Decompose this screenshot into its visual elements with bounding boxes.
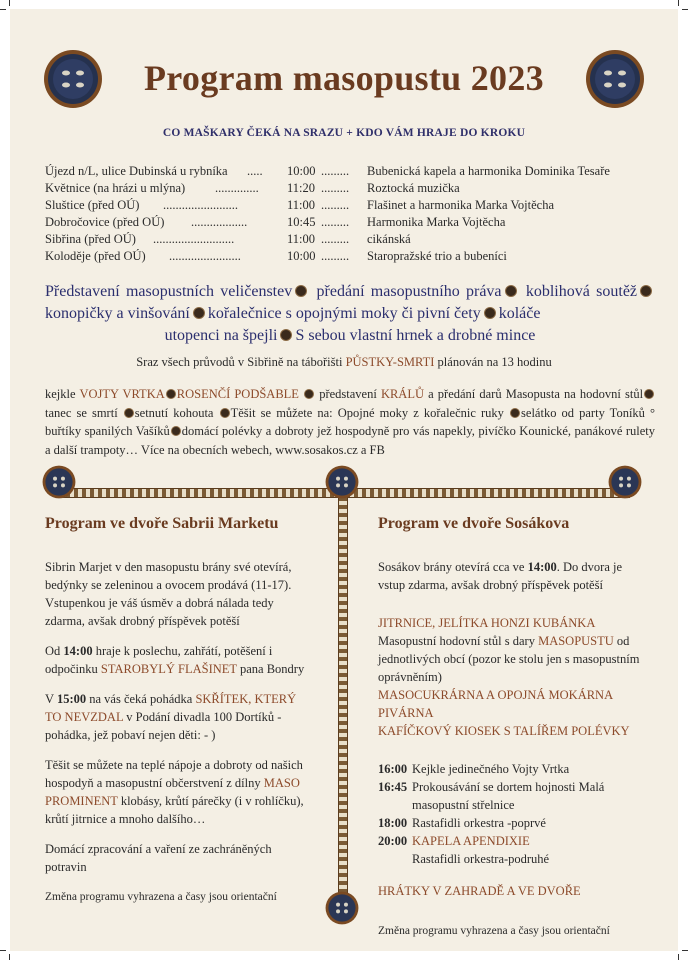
schedule-row: Újezd n/L, ulice Dubinská u rybníka ..... 10:00 ......... Bubenická kapela a harmonika Dominika Tesaře [45, 164, 610, 178]
crop-mark [682, 950, 688, 951]
extras-text: setnutí kohouta [134, 405, 214, 420]
button-bullet-icon [124, 408, 134, 418]
column-paragraph [45, 756, 307, 828]
intro-item: konopičky a vinšování [45, 305, 190, 322]
button-bullet-icon [166, 389, 176, 399]
timeline-item [378, 832, 640, 868]
highlight: STAROBYLÝ FLAŠINET [100, 662, 237, 676]
schedule-time: 10:45 [287, 215, 316, 229]
intro-item: utopenci na špejli [164, 327, 278, 344]
extras-highlight: KRÁLŮ [380, 387, 424, 401]
text: klobásy, krůtí párečky (i v rohlíčku), krůtí jitrnice a mnoho dalšího… [45, 794, 304, 826]
schedule-place: Sluštice (před OÚ) [45, 198, 140, 212]
column-paragraph: Sibrin Marjet v den masopustu brány své otevírá, bedýnky se zeleninou a ovocem prodává (11-17). Vstupenkou je váš úsměv a dobrá nálada tedy zdarma, avšak drobný příspěvek potěší [45, 560, 292, 628]
time: 15:00 [56, 692, 87, 706]
schedule-time: 11:20 [287, 181, 316, 195]
column-title: Program ve dvoře Sosákova [378, 515, 570, 532]
page-title: Program masopustu 2023 [144, 58, 544, 98]
timeline-item [378, 778, 640, 814]
schedule-act: Harmonika Marka Vojtěcha [367, 215, 506, 229]
meeting-place: PŮSTKY-SMRTI [345, 355, 435, 369]
button-bullet-icon [644, 389, 654, 399]
schedule-act: Flašinet a harmonika Marka Vojtěcha [367, 198, 554, 212]
text: Masopustní hodovní stůl s dary [378, 634, 535, 648]
schedule-place: Koloděje (před OÚ) [45, 249, 146, 263]
column-paragraph [45, 690, 307, 744]
crop-mark [682, 9, 688, 10]
text: . Do dvora je vstup zdarma, avšak drobný příspěvek potěší [378, 560, 623, 592]
column-paragraph: HRÁTKY V ZAHRADĚ A VE DVOŘE [378, 884, 581, 898]
timeline [378, 760, 640, 868]
extras-text: kejkle [45, 387, 76, 401]
extras-text: a předání darů Masopusta na hodovní stůl [428, 387, 644, 401]
intro-item: Představení masopustních veličenstev [45, 283, 293, 300]
intro-last-line [45, 325, 655, 347]
schedule-time: 11:00 [287, 232, 316, 246]
text: Sosákov brány otevírá cca ve [378, 560, 525, 574]
schedule-time: 10:00 [287, 164, 316, 178]
button-icon [608, 465, 642, 499]
button-bullet-icon [193, 307, 205, 319]
highlight: PIVÁRNA [378, 706, 434, 720]
highlight: MASOPUSTU [538, 634, 614, 648]
crop-mark [9, 954, 10, 960]
time: 16:45 [378, 780, 408, 794]
intro-paragraph [45, 281, 655, 347]
crop-mark [678, 0, 679, 6]
timeline-item [378, 814, 640, 832]
schedule-time: 10:00 [287, 249, 316, 263]
text: od jednotlivých obcí (pozor ke stolu jen s masopustním oprávněním) [378, 634, 640, 684]
intro-item: koláče [498, 305, 541, 322]
crop-mark [0, 950, 6, 951]
meeting-text: plánován na 13 hodinu [437, 355, 552, 369]
page-subtitle: CO MAŠKARY ČEKÁ NA SRAZU + KDO VÁM HRAJE DO KROKU [162, 127, 526, 139]
column-paragraph [378, 614, 640, 740]
intro-item: předání masopustního práva [316, 283, 502, 300]
button-bullet-icon [280, 329, 292, 341]
time: 18:00 [378, 816, 408, 830]
schedule-row: Sibřina (před OÚ) .......................... 11:00 ......... cikánská [45, 232, 411, 246]
time: 20:00 [378, 834, 408, 848]
schedule-row: Koloděje (před OÚ) ....................... 10:00 ......... Staropražské trio a bubeníci [45, 249, 507, 263]
column-paragraph [378, 558, 640, 594]
button-bullet-icon [171, 426, 181, 436]
extras-text: selátko od party Toníků ° buřtíky spanilých Vašíků [45, 405, 656, 438]
schedule-place: Dobročovice (před OÚ) [45, 215, 165, 229]
schedule-act: Staropražské trio a bubeníci [367, 249, 507, 263]
highlight: KAPELA APENDIXIE [412, 834, 530, 848]
highlight: JITRNICE, JELÍTKA HONZI KUBÁNKA [378, 616, 596, 630]
schedule-row: Květnice (na hrázi u mlýna) .............. 11:20 ......... Roztocká muzička [45, 181, 460, 195]
schedule-time: 11:00 [287, 198, 316, 212]
schedule-place: Újezd n/L, ulice Dubinská u rybníka [45, 164, 228, 178]
poster-sheet [10, 9, 678, 951]
text: hraje k poslechu, zahřátí, potěšení i odpočinku [45, 644, 273, 676]
text: Rastafidli orkestra -poprvé [412, 816, 546, 830]
extras-text: tanec se smrtí [45, 405, 118, 420]
rope-divider-vertical [338, 497, 348, 907]
time: 14:00 [527, 560, 557, 574]
schedule-list [45, 163, 655, 265]
crop-mark [678, 954, 679, 960]
sosakov-column [378, 514, 640, 951]
button-bullet-icon [640, 285, 652, 297]
column-footer: Změna programu vyhrazena a časy jsou orientační [45, 891, 277, 903]
text: v Podání divadla 100 Dortíků - pohádka, jež pobaví nejen děti: - ) [45, 710, 282, 742]
sabrii-market-column [45, 514, 307, 918]
text: Těšit se můžete na teplé nápoje a dobroty od našich hospodyň a masopustní občerstvení z dílny [45, 758, 303, 790]
column-title: Program ve dvoře Sabrii Marketu [45, 515, 279, 532]
column-footer: Změna programu vyhrazena a časy jsou orientační [378, 925, 610, 937]
schedule-row: Sluštice (před OÚ) ........................ 11:00 ......... Flašinet a harmonika Marka Vojtěcha [45, 198, 554, 212]
intro-item: S sebou vlastní hrnek a drobné mince [295, 327, 536, 344]
schedule-place: Sibřina (před OÚ) [45, 232, 136, 246]
text: Kejkle jedinečného Vojty Vrtka [412, 762, 570, 776]
button-bullet-icon [484, 307, 496, 319]
crop-mark [0, 9, 6, 10]
text: na vás čeká pohádka [89, 692, 193, 706]
column-paragraph [45, 642, 307, 678]
button-bullet-icon [295, 285, 307, 297]
extras-text: domácí polévky a dobroty jež hospodyně pro vás napekly, pivíčko Kounické, panákové rulety a další trampoty… Více na obecních webech, www.sosakos.cz a FB [45, 424, 655, 457]
schedule-act: cikánská [367, 232, 411, 246]
time: 16:00 [378, 762, 408, 776]
button-icon [325, 891, 359, 925]
text: V [45, 692, 54, 706]
text: Rastafidli orkestra-podruhé [412, 852, 550, 866]
extras-text: představení [319, 387, 377, 401]
highlight: SKŘÍTEK, KTERÝ TO NEVZDAL [45, 692, 297, 724]
schedule-place: Květnice (na hrázi u mlýna) [45, 181, 186, 195]
highlight: MASO PROMINENT [45, 776, 300, 808]
extras-text: Těšit se můžete na: Opojné moky z kořalečnic ruky [230, 405, 504, 420]
button-bullet-icon [220, 408, 230, 418]
button-bullet-icon [304, 389, 314, 399]
text: pana Bondry [239, 662, 305, 676]
intro-item: koblihová soutěž [525, 283, 638, 300]
schedule-act: Roztocká muzička [367, 181, 460, 195]
button-bullet-icon [505, 285, 517, 297]
extras-highlight: VOJTY VRTKA [79, 387, 165, 401]
timeline-item [378, 760, 640, 778]
text: Prokousávání se dortem hojnosti Malá masopustní střelnice [412, 780, 605, 812]
crop-mark [9, 0, 10, 6]
column-paragraph: Domácí zpracování a vaření ze zachráněných potravin [45, 842, 272, 874]
text: Od [45, 644, 61, 658]
schedule-row: Dobročovice (před OÚ) .................. 10:45 ......... Harmonika Marka Vojtěcha [45, 215, 506, 229]
schedule-act: Bubenická kapela a harmonika Dominika Tesaře [367, 164, 610, 178]
highlight: KAFÍČKOVÝ KIOSEK S TALÍŘEM POLÉVKY [378, 724, 630, 738]
button-icon [325, 465, 359, 499]
meeting-note [10, 355, 678, 370]
intro-item: kořalečnice s opojnými moky či pivní čety [207, 305, 481, 322]
extras-highlight: ROSENČÍ PODŠABLE [176, 387, 299, 401]
time: 14:00 [63, 644, 93, 658]
button-bullet-icon [510, 408, 520, 418]
program-extras [45, 385, 655, 459]
highlight: MASOCUKRÁRNA A OPOJNÁ MOKÁRNA [378, 688, 614, 702]
button-icon [42, 465, 76, 499]
meeting-text: Sraz všech průvodů v Sibřině na tábořišti [136, 355, 343, 369]
